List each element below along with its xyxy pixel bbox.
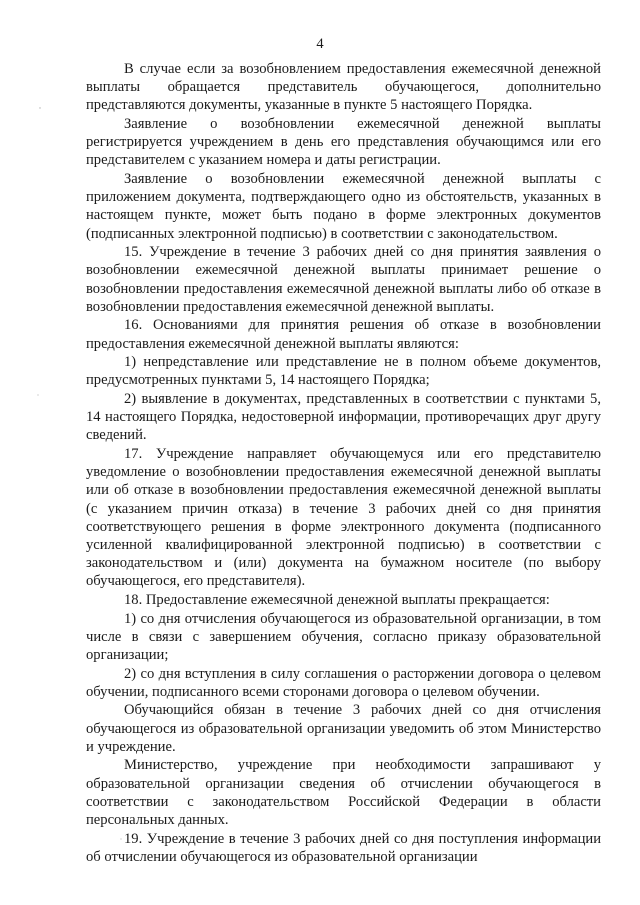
list-item: 1) непредставление или представление не в полном объеме документов, предусмотренных пунктами 5, 14 настоящего Порядка; bbox=[86, 354, 601, 389]
scan-speck bbox=[37, 394, 38, 395]
paragraph: Заявление о возобновлении ежемесячной денежной выплаты регистрируется учреждением в день его представления обучающимся или его представителем с указанием номера и даты регистрации. bbox=[86, 116, 601, 169]
paragraph: 18. Предоставление ежемесячной денежной выплаты прекращается: bbox=[124, 592, 550, 609]
paragraph: В случае если за возобновлением предоставления ежемесячной денежной выплаты обращается представитель обучающегося, дополнительно представляются документы, указанные в пункте 5 настоящего Порядка. bbox=[86, 61, 601, 114]
scan-speck bbox=[39, 107, 40, 108]
paragraph: Министерство, учреждение при необходимости запрашивают у образовательной организации сведения об отчислении обучающегося в соответствии с законодательством Российской Федерации в области персональных данных. bbox=[86, 757, 601, 829]
list-item: 2) выявление в документах, представленных в соответствии с пунктами 5, 14 настоящего Порядка, недостоверной информации, противоречащих друг другу сведений. bbox=[86, 391, 601, 444]
paragraph: 19. Учреждение в течение 3 рабочих дней со дня поступления информации об отчислении обучающегося из образовательной организации bbox=[86, 830, 601, 865]
paragraph: 17. Учреждение направляет обучающемуся или его представителю уведомление о возобновлении предоставления ежемесячной денежной выплаты или об отказе в возобновлении предоставления ежемесячной денежной выплаты (с указанием причин отказа) в течение 3 рабочих дней со дня принятия соответствующего решения в форме электронного документа (подписанного усиленной квалифицированной электронной подписью) в соответствии с законодательством и (или) документа на бумажном носителе (по выбору обучающегося, его представителя). bbox=[86, 446, 601, 590]
paragraph: Обучающийся обязан в течение 3 рабочих дней со дня отчисления обучающегося из образовательной организации уведомить об этом Министерство и учреждение. bbox=[86, 702, 601, 755]
paragraph: Заявление о возобновлении ежемесячной денежной выплаты с приложением документа, подтверждающего одно из обстоятельств, указанных в настоящем пункте, может быть подано в форме электронных документов (подписанных электронной подписью) в соответствии с законодательством. bbox=[86, 171, 601, 242]
document-body bbox=[86, 60, 601, 866]
page-number: 4 bbox=[316, 36, 324, 52]
paragraph: 16. Основаниями для принятия решения об отказе в возобновлении предоставления ежемесячной денежной выплаты являются: bbox=[86, 317, 601, 352]
paragraph: 15. Учреждение в течение 3 рабочих дней со дня принятия заявления о возобновлении ежемесячной денежной выплаты принимает решение о возобновлении предоставления ежемесячной денежной выплаты либо об отказе в возобновлении предоставления ежемесячной денежной выплаты. bbox=[86, 244, 601, 315]
list-item: 1) со дня отчисления обучающегося из образовательной организации, в том числе в связи с завершением обучения, согласно приказу образовательной организации; bbox=[86, 610, 601, 664]
list-item: 2) со дня вступления в силу соглашения о расторжении договора о целевом обучении, подписанного всеми сторонами договора о целевом обучении. bbox=[86, 665, 601, 700]
